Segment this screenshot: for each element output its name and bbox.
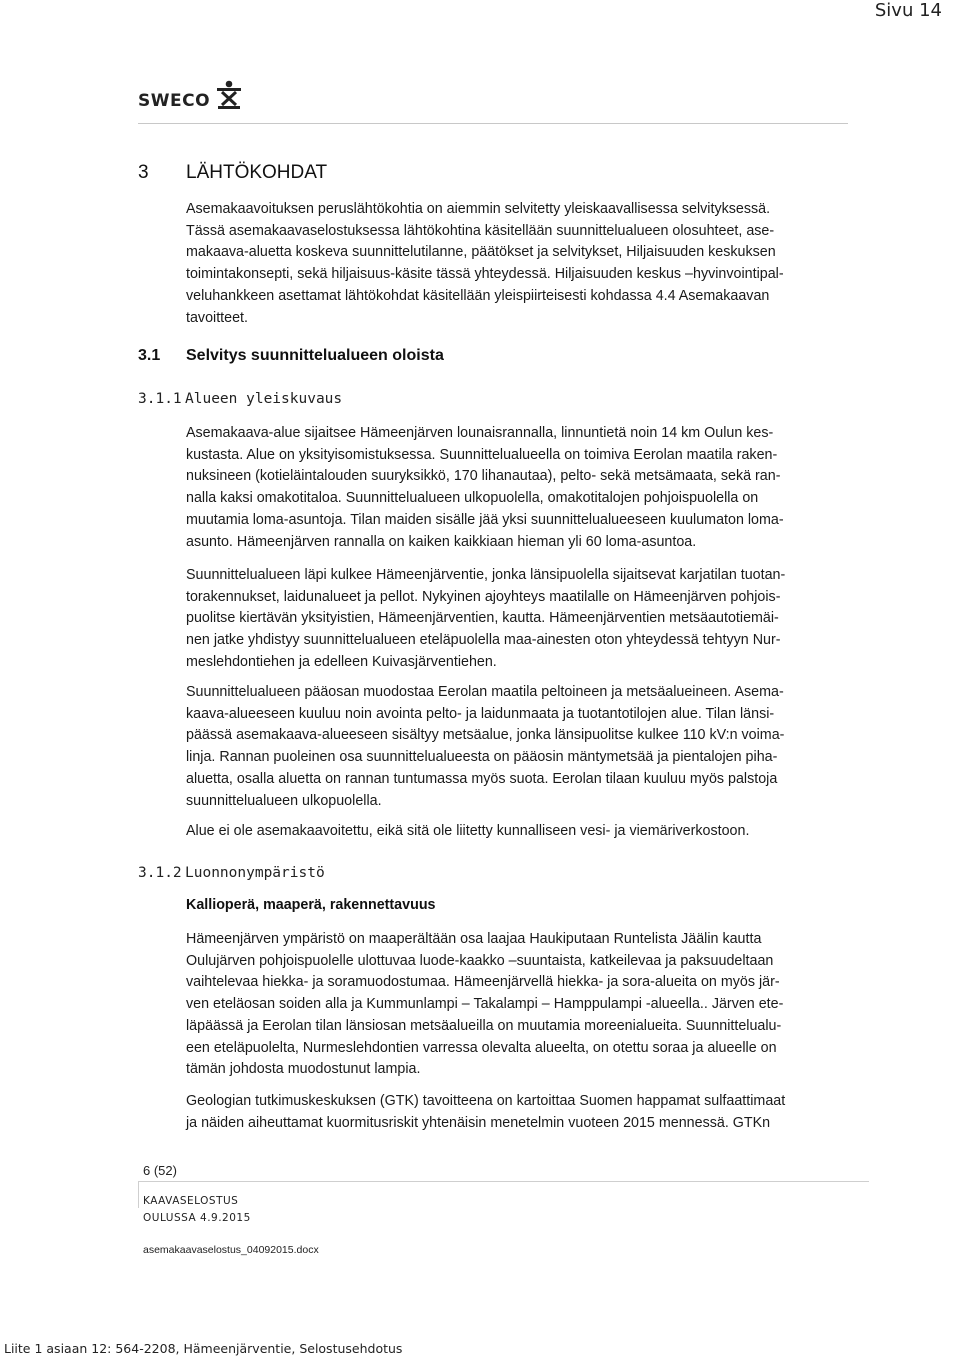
sweco-mark-icon — [214, 80, 244, 110]
text-line: ven eteläosan soiden alla ja Kummunlampi – Takalampi – Hamppulampi -alueella.. Järven ete- — [186, 996, 784, 1013]
paragraph-gtk — [186, 1091, 876, 1134]
subsubsection-title: Alueen yleiskuvaus — [185, 391, 343, 407]
text-line: Hämeenjärven ympäristö on maaperältään osa laajaa Haukiputaan Runtelista Jäälin kautta — [186, 931, 762, 947]
paragraph-soil — [186, 929, 876, 1081]
text-line: Suunnittelualueen pääosan muodostaa Eerolan maatila peltoineen ja metsäalueineen. Asema- — [186, 684, 784, 700]
footer-doc-type: KAAVASELOSTUS — [143, 1195, 239, 1207]
section-title: LÄHTÖKOHDAT — [186, 162, 328, 183]
text-line: torakennukset, laidunalueet ja pellot. Nykyinen ajoyhteys maatilalle on Hämeenjärven pohjois- — [186, 588, 781, 605]
text-line: nuksineen (kotieläintalouden suuryksikkö, 170 lihanautaa), pelto- sekä metsämaata, sekä ran- — [186, 468, 781, 485]
text-line: Oulujärven pohjoispuolelle ulottuvaa luode-kaakko –suuntaista, katkeilevaa ja paksuudeltaan — [186, 952, 774, 969]
attachment-note: Liite 1 asiaan 12: 564-2208, Hämeenjärventie, Selostusehdotus — [4, 1341, 403, 1356]
text-line: suunnittelualueen ulkopuolella. — [186, 792, 382, 809]
sweco-logo — [138, 80, 244, 110]
text-line: linja. Rannan puoleinen osa suunnittelualueesta on pääosin mäntymetsää ja pientalojen piha- — [186, 749, 778, 766]
footer-divider — [138, 1181, 869, 1182]
subsubsection-number: 3.1.2 — [138, 865, 182, 881]
text-line: tämän johdosta muodostunut lampia. — [186, 1061, 421, 1078]
text-line: päässä asemakaava-alueeseen sisältyy metsäalue, jonka länsipuolitse kulkee 110 kV:n voima- — [186, 727, 785, 744]
text-line: veluhankkeen asettamat lähtökohdat käsitellään yleispiirteisesti kohdassa 4.4 Asemakaavan — [186, 287, 770, 304]
subsection-number: 3.1 — [138, 347, 161, 364]
text-line: puolitse kiertävän yksityistien, Hämeenjärventien, kautta. Hämeenjärventien metsäautotiemäi- — [186, 610, 779, 627]
text-line: Asemakaavoituksen peruslähtökohtia on aiemmin selvitetty yleiskaavallisessa selvityksessä. — [186, 201, 771, 217]
text-line: Alue ei ole asemakaavoitettu, eikä sitä ole liitetty kunnalliseen vesi- ja viemäriverkostoon. — [186, 823, 750, 839]
footer-doc-date: OULUSSA 4.9.2015 — [143, 1212, 251, 1224]
text-line: nen jatke yhdistyy suunnittelualueen eteläpuolella maa-ainesten oton yhteydessä tehtyyn Nur- — [186, 632, 781, 649]
footer-corner-line — [138, 1181, 139, 1208]
text-line: makaava-aluetta koskeva suunnittelutilanne, päätökset ja selvitykset, Hiljaisuuden keskuksen — [186, 244, 776, 261]
footer-page-count: 6 (52) — [143, 1163, 177, 1178]
paragraph-utilities — [186, 821, 876, 843]
paragraph-land-use — [186, 682, 876, 812]
subsubsection-heading — [138, 865, 325, 881]
text-line: meslehdontiehen ja edelleen Kuivasjärventiehen. — [186, 653, 497, 670]
text-line: läpäässä ja Eerolan tilan länsiosan metsäalueilla on muutamia moreenialueita. Suunnittelualu- — [186, 1017, 782, 1034]
text-line: kustasta. Alue on yksityisomistuksessa. Suunnittelualueella on toimiva Eerolan maatila raken- — [186, 446, 778, 463]
text-line: toimintakonsepti, sekä hiljaisuus-käsite tässä yhteydessä. Hiljaisuuden keskus –hyvinvointipal- — [186, 266, 784, 283]
text-line: Suunnittelualueen läpi kulkee Hämeenjärventie, jonka länsipuolella sijaitsevat karjatilan tuotan- — [186, 567, 786, 583]
text-line: nalla kaksi omakotitaloa. Suunnittelualueen ulkopuolella, omakotitalojen pohjoispuolella on — [186, 490, 759, 507]
text-line: een eteläpuolelta, Nurmeslehdontien varressa olevalta alueelta, on otettu soraa ja alueelle on — [186, 1039, 777, 1056]
subsection-title: Selvitys suunnittelualueen oloista — [186, 347, 444, 364]
subsection-heading — [138, 347, 444, 365]
text-line: Tässä asemakaavaselostuksessa lähtökohtina käsitellään suunnittelualueen olosuhteet, ase- — [186, 222, 775, 239]
section-number: 3 — [138, 162, 149, 183]
page-number-label: Sivu 14 — [874, 0, 942, 21]
paragraph-roads — [186, 565, 876, 674]
text-line: ja näiden aiheuttamat kuormitusriskit yhtenäisin menetelmin vuoteen 2015 mennessä. GTKn — [186, 1114, 771, 1131]
subsubsection-heading — [138, 391, 342, 407]
topic-subheading: Kallioperä, maaperä, rakennettavuus — [186, 897, 436, 913]
logo-wordmark: SWECO — [138, 91, 211, 111]
footer-filename: asemakaavaselostus_04092015.docx — [143, 1244, 319, 1256]
text-line: vaihtelevaa hiekka- ja soramuodostumaa. Hämeenjärvellä hiekka- ja sora-alueita on myös jär- — [186, 974, 780, 991]
text-line: muutamia loma-asuntoja. Tilan maiden sisälle jää yksi suunnittelualueeseen kuulumaton loma- — [186, 511, 784, 528]
text-line: asunto. Hämeenjärven rannalla on kaiken kaikkiaan hieman yli 60 loma-asuntoa. — [186, 533, 697, 550]
text-line: Asemakaava-alue sijaitsee Hämeenjärven lounaisrannalla, linnuntietä noin 14 km Oulun kes- — [186, 425, 774, 441]
text-line: tavoitteet. — [186, 309, 248, 326]
text-line: kaava-alueeseen kuuluu noin avointa pelto- ja laidunmaata ja tuotantotilojen alue. Tilan länsi- — [186, 705, 775, 722]
intro-paragraph — [186, 199, 876, 329]
text-line: Geologian tutkimuskeskuksen (GTK) tavoitteena on kartoittaa Suomen happamat sulfaattimaat — [186, 1093, 786, 1109]
subsubsection-number: 3.1.1 — [138, 391, 182, 407]
header-divider — [138, 123, 848, 124]
subsubsection-title: Luonnonympäristö — [185, 865, 325, 881]
text-line: aluetta, osalla aluetta on rannan tuntumassa myös suota. Eerolan tilaan kuuluu myös palstoja — [186, 770, 778, 787]
paragraph-overview — [186, 423, 876, 553]
